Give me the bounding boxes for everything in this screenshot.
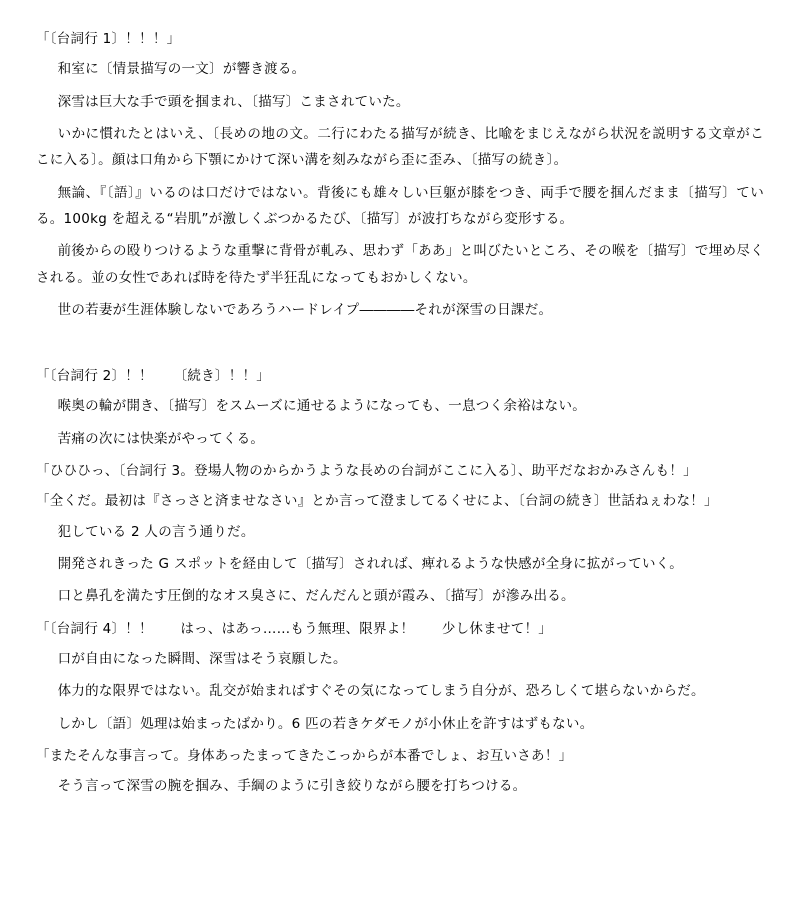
narration-paragraph: いかに慣れたとはいえ、〔長めの地の文。二行にわたる描写が続き、比喩をまじえながら状況を説明する文章がここに入る〕。顔は口角から下顎にかけて深い溝を刻みながら歪に歪み、〔描写の続き〕。	[36, 125, 764, 169]
dialogue-line: 「〔台詞行 4〕！！ はっ、はあっ……もう無理、限界よ！ 少し休ませて！」	[36, 620, 553, 637]
dialogue-line: 「またそんな事言って。身体あったまってきたこっからが本番でしょ、お互いさあ！」	[36, 747, 573, 764]
narration-paragraph: 犯している 2 人の言う通りだ。	[57, 523, 255, 540]
narration-paragraph: 前後からの殴りつけるような重撃に背骨が軋み、思わず「ああ」と叫びたいところ、その喉を〔描写〕で埋め尽くされる。並の女性であれば時を待たず半狂乱になってもおかしくない。	[36, 243, 764, 286]
narration-paragraph: しかし〔語〕処理は始まったばかり。6 匹の若きケダモノが小休止を許すはずもない。	[57, 715, 594, 732]
narration-paragraph: 口が自由になった瞬間、深雪はそう哀願した。	[57, 650, 347, 667]
section-spacer	[36, 329, 764, 363]
dialogue-line: 「ひひひっ、〔台詞行 3。登場人物のからかうような長めの台詞がここに入る〕、助平だなおかみさんも！」	[36, 463, 697, 480]
narration-paragraph: 無論、『〔語〕』いるのは口だけではない。背後にも雄々しい巨躯が膝をつき、両手で腰を掴んだまま〔描写〕ている。100kg を超える“岩肌”が激しくぶつかるたび、〔描写〕が波打ちながら変形する。	[36, 184, 764, 227]
narration-paragraph: 口と鼻孔を満たす圧倒的なオス臭さに、だんだんと頭が霞み、〔描写〕が滲み出る。	[57, 588, 575, 605]
narration-paragraph: 喉奥の輪が開き、〔描写〕をスムーズに通せるようになっても、一息つく余裕はない。	[57, 398, 586, 415]
dialogue-line: 「〔台詞行 2〕！！ 〔続き〕！！」	[36, 368, 271, 385]
narration-paragraph: 開発されきった G スポットを経由して〔描写〕されれば、痺れるような快感が全身に拡がっていく。	[57, 556, 684, 572]
dialogue-line: 「全くだ。最初は『さっさと済ませなさい』とか言って澄ましてるくせによ、〔台詞の続き〕世話ねぇわな！」	[36, 493, 718, 510]
document-body	[36, 26, 764, 800]
narration-paragraph: 和室に〔情景描写の一文〕が響き渡る。	[57, 61, 306, 78]
dialogue-line: 「〔台詞行 1〕！！！」	[36, 31, 181, 47]
narration-paragraph: そう言って深雪の腕を掴み、手綱のように引き絞りながら腰を打ちつける。	[57, 778, 527, 795]
narration-paragraph: 世の若妻が生涯体験しないであろうハードレイプ――――それが深雪の日課だ。	[57, 301, 553, 318]
narration-paragraph: 体力的な限界ではない。乱交が始まればすぐその気になってしまう自分が、恐ろしくて堪らないからだ。	[57, 683, 705, 700]
narration-paragraph: 深雪は巨大な手で頭を掴まれ、〔描写〕こまされていた。	[57, 93, 410, 110]
narration-paragraph: 苦痛の次には快楽がやってくる。	[57, 430, 265, 447]
